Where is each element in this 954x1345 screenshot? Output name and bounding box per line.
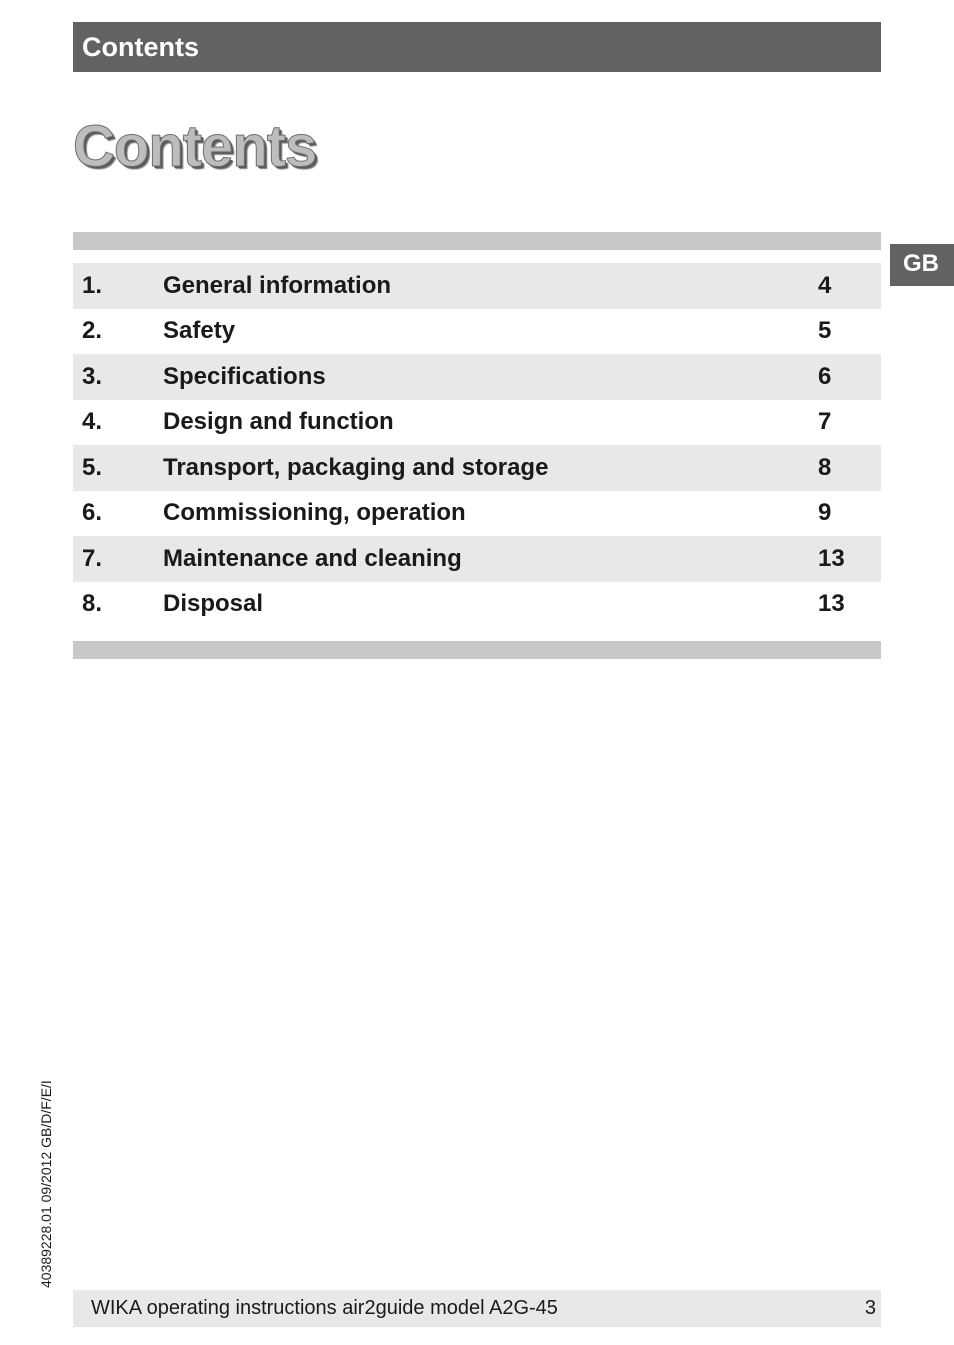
toc-number: 8. [82, 590, 103, 618]
language-tab: GB [890, 244, 954, 286]
toc-number: 4. [82, 408, 103, 436]
toc-number: 7. [82, 544, 103, 572]
toc-row-4[interactable] [73, 400, 881, 446]
toc-title: General information [163, 271, 392, 299]
toc-number: 3. [82, 362, 103, 390]
toc-bottom-rule [73, 641, 881, 659]
toc-title: Commissioning, operation [163, 499, 466, 527]
toc-row-2[interactable] [73, 309, 881, 355]
toc-number: 1. [82, 271, 103, 299]
toc-title: Safety [163, 317, 236, 345]
toc-page: 4 [818, 271, 832, 299]
header-bar [73, 22, 881, 72]
toc-title: Transport, packaging and storage [163, 453, 549, 481]
toc-row-6[interactable] [73, 491, 881, 537]
toc-title: Specifications [163, 362, 326, 390]
toc-page: 13 [818, 544, 845, 572]
toc-page: 5 [818, 317, 832, 345]
toc-page: 9 [818, 499, 832, 527]
toc-page: 13 [818, 590, 845, 618]
toc-number: 5. [82, 453, 103, 481]
toc-row-8[interactable] [73, 582, 881, 628]
page-title: Contents [73, 114, 317, 179]
footer [73, 1290, 881, 1327]
toc-number: 6. [82, 499, 103, 527]
toc-row-7[interactable] [73, 536, 881, 582]
toc-page: 8 [818, 453, 832, 481]
toc-title: Design and function [163, 408, 394, 436]
footer-text: WIKA operating instructions air2guide model A2G-45 [91, 1297, 558, 1319]
toc-title: Disposal [163, 590, 264, 618]
document-code: 40389228.01 09/2012 GB/D/F/E/I [38, 1080, 54, 1288]
toc-row-3[interactable] [73, 354, 881, 400]
table-of-contents [73, 263, 881, 627]
page-number: 3 [864, 1297, 876, 1319]
toc-top-rule [73, 232, 881, 250]
toc-page: 6 [818, 362, 832, 390]
toc-page: 7 [818, 408, 832, 436]
toc-row-1[interactable] [73, 263, 881, 309]
header-title: Contents [82, 32, 199, 62]
toc-number: 2. [82, 317, 103, 345]
toc-row-5[interactable] [73, 445, 881, 491]
toc-title: Maintenance and cleaning [163, 544, 462, 572]
